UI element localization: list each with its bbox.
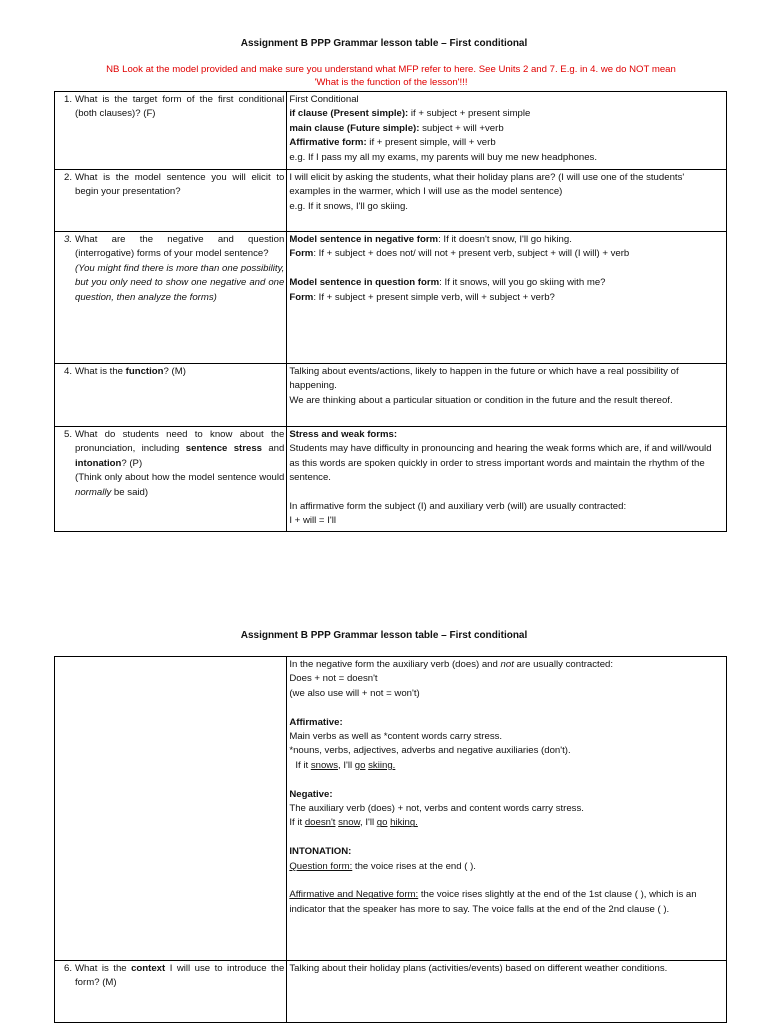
question-number: 5.: [63, 429, 72, 440]
question-number: 1.: [63, 94, 72, 105]
question-cell: [55, 92, 287, 170]
question-note: (You might find there is more than one possibility, but you only need to show one negative and one question, then analyze the forms): [75, 262, 285, 303]
answer-line: Form: If + subject + does not/ will not + present verb, subject + will (I will) + verb: [289, 248, 630, 260]
answer-cell: [287, 170, 727, 232]
table-row: [55, 427, 727, 532]
answer-line: We are thinking about a particular situation or condition in the future and the result thereof.: [289, 394, 673, 406]
page-title: Assignment B PPP Grammar lesson table – First conditional: [240, 38, 528, 49]
answer-cell: [287, 427, 727, 532]
answer-cell: [287, 961, 727, 1023]
question-number: 6.: [63, 963, 72, 974]
answer-line: Affirmative and Negative form: the voice rises slightly at the end of the 1st clause ( ), which is an indicator that the speaker has more to say. The voice falls at the end of the 2nd clause ( ).: [289, 889, 697, 915]
question-cell: [55, 232, 287, 364]
answer-line: (we also use will + not = won't): [289, 687, 420, 699]
answer-line: In affirmative form the subject (I) and auxiliary verb (will) are usually contracted:: [289, 501, 627, 513]
question-number: 2.: [63, 172, 72, 183]
question-text: What do students need to know about the pronunciation, including sentence stress and intonation? (P): [75, 429, 285, 469]
table-row: [55, 364, 727, 427]
answer-line: The auxiliary verb (does) + not, verbs and content words carry stress.: [289, 803, 584, 815]
answer-line: In the negative form the auxiliary verb (does) and not are usually contracted:: [289, 659, 614, 670]
question-text: What is the context I will use to introduce the form? (M): [75, 963, 285, 989]
question-cell: [55, 364, 287, 427]
lesson-table-part-1: [54, 91, 727, 532]
answer-line: Affirmative form: if + present simple, will + verb: [289, 137, 496, 149]
answer-line: Question form: the voice rises at the end ( ).: [289, 860, 476, 872]
nb-note: [54, 63, 728, 89]
table-row: [55, 961, 727, 1023]
answer-line: Model sentence in question form: If it snows, will you go skiing with me?: [289, 277, 606, 289]
answer-cell: [287, 232, 727, 364]
answer-cell: [287, 364, 727, 427]
table-row: [55, 232, 727, 364]
table-row: [55, 657, 727, 961]
answer-line: Form: If + subject + present simple verb, will + subject + verb?: [289, 291, 555, 303]
answer-line: Does + not = doesn't: [289, 673, 378, 685]
answer-line: Students may have difficulty in pronouncing and hearing the weak forms which are, if and will/would as this words are spoken quickly in order to stress important words and maintain the rhythm of the sentence.: [289, 443, 712, 484]
question-number: 3.: [63, 234, 72, 245]
table-row: [55, 92, 727, 170]
answer-cell: [287, 92, 727, 170]
question-text: What is the target form of the first conditional (both clauses)? (F): [75, 94, 285, 120]
answer-line: Main verbs as well as *content words carry stress.: [289, 731, 503, 743]
answer-line: Talking about events/actions, likely to happen in the future or which have a real possibility of happening.: [289, 366, 679, 392]
answer-line: main clause (Future simple): subject + will +verb: [289, 122, 504, 134]
answer-line: Model sentence in negative form: If it doesn't snow, I'll go hiking.: [289, 234, 572, 245]
affirmative-heading: Affirmative:: [289, 716, 343, 728]
answer-line: I will elicit by asking the students, what their holiday plans are? (I will use one of the students' examples in the warmer, which I will use as the model sentence): [289, 172, 685, 198]
answer-line: I + will = I'll: [289, 515, 336, 527]
question-cell: [55, 961, 287, 1023]
question-number: 4.: [63, 366, 72, 377]
table-row: [55, 170, 727, 232]
answer-line: e.g. If it snows, I'll go skiing.: [289, 200, 408, 212]
question-text: What are the negative and question (interrogative) forms of your model sentence?: [75, 234, 285, 260]
question-cell: [55, 170, 287, 232]
negative-example: If it doesn't snow, I'll go hiking.: [289, 817, 418, 829]
answer-heading: Stress and weak forms:: [289, 429, 398, 440]
question-note: (Think only about how the model sentence would normally be said): [75, 472, 285, 498]
question-cell: [55, 427, 287, 532]
nb-note-line-2: 'What is the function of the lesson'!!!: [314, 77, 468, 88]
negative-heading: Negative:: [289, 788, 333, 800]
question-text: What is the model sentence you will elicit to begin your presentation?: [75, 172, 285, 198]
answer-line: e.g. If I pass my all my exams, my parents will buy me new headphones.: [289, 151, 598, 163]
question-cell-empty: [55, 657, 287, 961]
answer-cell: [287, 657, 727, 961]
lesson-table-part-2: [54, 656, 727, 1023]
question-text: What is the function? (M): [75, 366, 186, 377]
answer-line: if clause (Present simple): if + subject + present simple: [289, 108, 531, 120]
intonation-heading: INTONATION:: [289, 846, 352, 858]
answer-line: Talking about their holiday plans (activities/events) based on different weather conditions.: [289, 963, 668, 974]
answer-line: *nouns, verbs, adjectives, adverbs and negative auxiliaries (don't).: [289, 745, 571, 757]
page-title-2: Assignment B PPP Grammar lesson table – First conditional: [240, 630, 528, 641]
nb-note-line-1: NB Look at the model provided and make sure you understand what MFP refer to here. See Units 2 and 7. E.g. in 4. we do NOT mean: [106, 64, 676, 75]
answer-line: First Conditional: [289, 94, 359, 105]
affirmative-example: If it snows, I'll go skiing.: [295, 759, 396, 771]
